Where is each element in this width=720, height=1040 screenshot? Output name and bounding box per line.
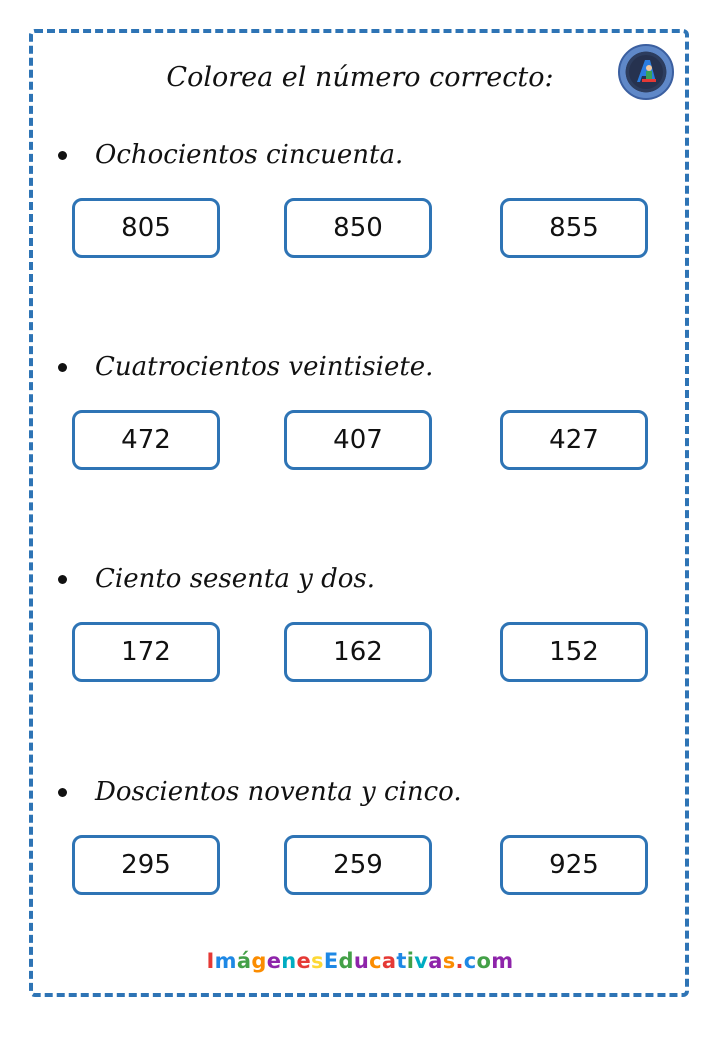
answer-option[interactable]: 925 bbox=[500, 835, 648, 895]
footer-letter: g bbox=[251, 949, 267, 973]
footer-letter: o bbox=[476, 949, 492, 973]
footer-letter: d bbox=[338, 949, 354, 973]
question-text: Ciento sesenta y dos. bbox=[95, 564, 375, 594]
footer-letter: E bbox=[323, 949, 339, 973]
footer-letter: i bbox=[406, 949, 415, 973]
footer-letter: t bbox=[396, 949, 407, 973]
answer-option[interactable]: 295 bbox=[72, 835, 220, 895]
question-text: Doscientos noventa y cinco. bbox=[95, 777, 462, 807]
question-4 bbox=[58, 777, 462, 807]
question-text: Ochocientos cincuenta. bbox=[95, 140, 404, 170]
footer-letter: n bbox=[281, 949, 297, 973]
footer-letter: a bbox=[381, 949, 397, 973]
answer-option[interactable]: 472 bbox=[72, 410, 220, 470]
bullet-icon bbox=[58, 363, 67, 372]
footer-letter: s bbox=[442, 949, 456, 973]
footer-letter: s bbox=[311, 949, 324, 973]
answer-option[interactable]: 172 bbox=[72, 622, 220, 682]
bullet-icon bbox=[58, 151, 67, 160]
footer-letter: u bbox=[353, 949, 370, 973]
answer-option[interactable]: 805 bbox=[72, 198, 220, 258]
answer-option[interactable]: 850 bbox=[284, 198, 432, 258]
question-2 bbox=[58, 352, 433, 382]
footer-letter: I bbox=[206, 949, 215, 973]
answer-option[interactable]: 427 bbox=[500, 410, 648, 470]
answer-option[interactable]: 259 bbox=[284, 835, 432, 895]
footer-letter: a bbox=[428, 949, 443, 973]
footer-letter: v bbox=[414, 949, 429, 973]
footer-letter: e bbox=[296, 949, 312, 973]
footer-letter: c bbox=[369, 949, 382, 973]
footer-letter: m bbox=[214, 949, 237, 973]
answer-option[interactable]: 407 bbox=[284, 410, 432, 470]
imagenes-educativas-logo-icon bbox=[618, 44, 674, 100]
answer-option[interactable]: 152 bbox=[500, 622, 648, 682]
answer-option[interactable]: 162 bbox=[284, 622, 432, 682]
bullet-icon bbox=[58, 788, 67, 797]
footer-letter: m bbox=[491, 949, 514, 973]
footer-letter: . bbox=[455, 949, 464, 973]
question-text: Cuatrocientos veintisiete. bbox=[95, 352, 434, 382]
worksheet-title: Colorea el número correcto: bbox=[166, 62, 554, 93]
question-1 bbox=[58, 140, 403, 170]
footer-letter: c bbox=[463, 949, 477, 973]
footer-letter: á bbox=[236, 949, 252, 973]
footer-letter: e bbox=[266, 949, 282, 973]
website-footer[interactable] bbox=[0, 949, 720, 973]
answer-option[interactable]: 855 bbox=[500, 198, 648, 258]
question-3 bbox=[58, 564, 375, 594]
bullet-icon bbox=[58, 575, 67, 584]
